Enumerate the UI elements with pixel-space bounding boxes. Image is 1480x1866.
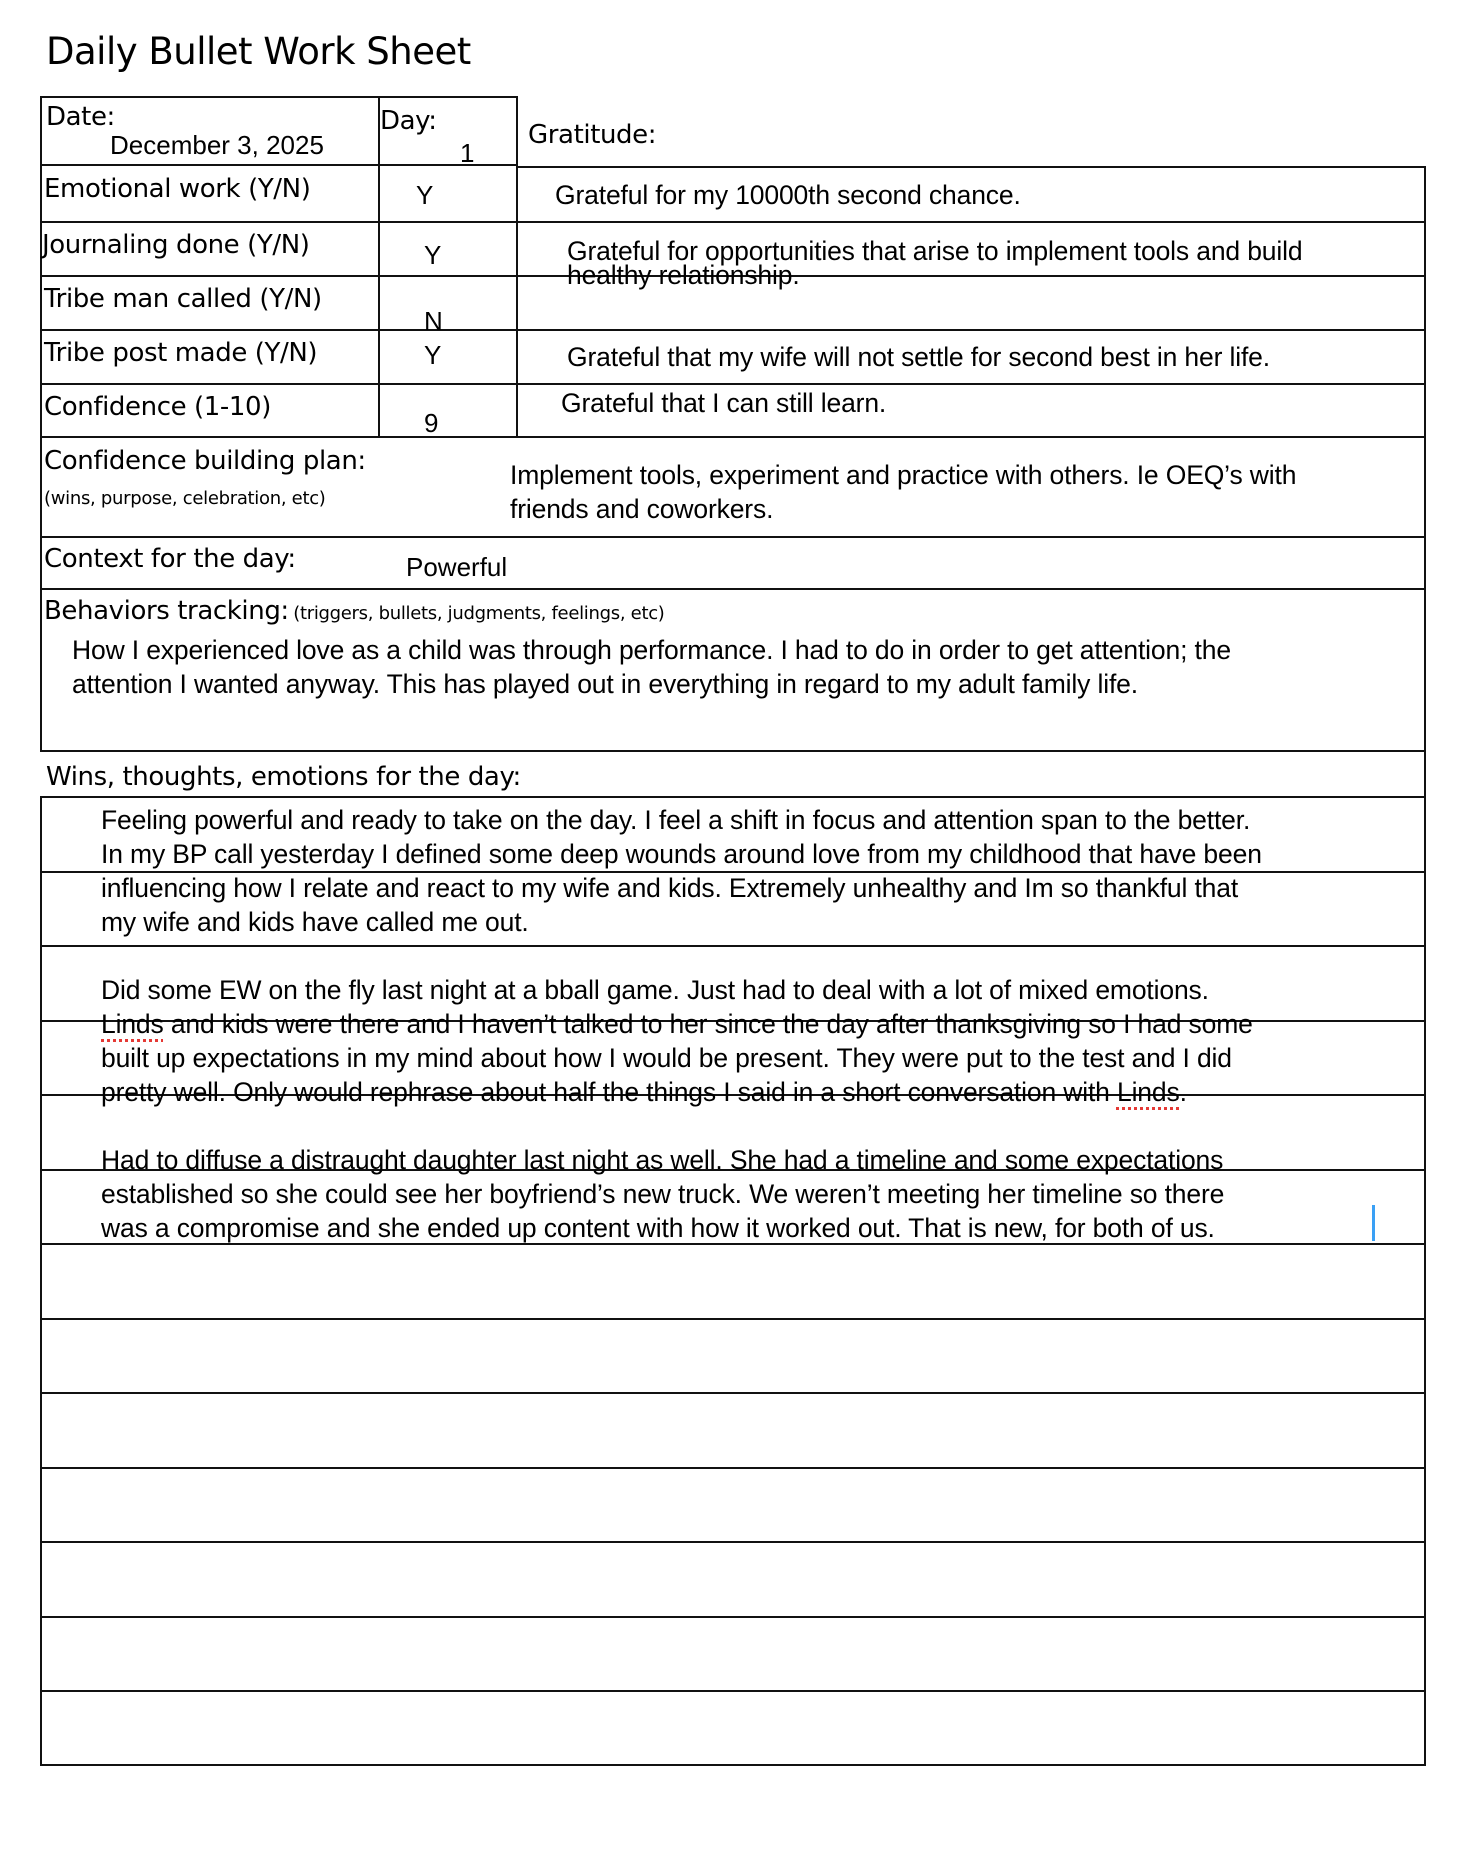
confidence-plan-line2: friends and coworkers. [510, 494, 774, 524]
wins-p2-line4-end: . [1179, 1077, 1187, 1107]
confidence-label: Confidence (1-10) [44, 392, 271, 422]
gratitude-item-4[interactable]: Grateful that I can still learn. [561, 388, 887, 418]
wins-p1-line1: Feeling powerful and ready to take on the day. I feel a shift in focus and attention span to the better. [101, 805, 1251, 835]
wins-label: Wins, thoughts, emotions for the day: [46, 762, 521, 792]
tribe-post-made-label: Tribe post made (Y/N) [44, 338, 318, 368]
wins-p2-line2 [101, 1007, 1262, 1041]
gratitude-item-2-line2: healthy relationship. [567, 260, 800, 290]
context-label: Context for the day: [44, 544, 296, 574]
text-cursor [1372, 1205, 1375, 1241]
wins-p1-line4: my wife and kids have called me out. [101, 907, 529, 937]
date-field[interactable]: December 3, 2025 [110, 130, 324, 160]
behaviors-field[interactable] [72, 633, 1231, 701]
wins-p1-line3: influencing how I relate and react to my wife and kids. Extremely unhealthy and Im so thankful that [101, 873, 1239, 903]
journaling-done-label: Journaling done (Y/N) [42, 230, 310, 260]
gratitude-item-2[interactable] [567, 237, 1302, 289]
journaling-done-field[interactable]: Y [424, 240, 442, 270]
spellcheck-word[interactable]: Linds [1116, 1077, 1180, 1107]
emotional-work-label: Emotional work (Y/N) [44, 174, 311, 204]
behaviors-line1: How I experienced love as a child was through performance. I had to do in order to get attention; the [72, 635, 1231, 665]
wins-paragraph-1 [101, 803, 1262, 939]
page-title: Daily Bullet Work Sheet [46, 30, 471, 73]
emotional-work-field[interactable]: Y [416, 180, 434, 210]
wins-p2-line2-rest: and kids were there and I haven’t talked to her since the day after thanksgiving so I had some [163, 1009, 1253, 1039]
day-field[interactable]: 1 [460, 138, 475, 168]
gratitude-item-1[interactable]: Grateful for my 10000th second chance. [555, 180, 1021, 210]
wins-p1-line2: In my BP call yesterday I defined some deep wounds around love from my childhood that have been [101, 839, 1262, 869]
gratitude-label: Gratitude: [528, 120, 657, 150]
confidence-plan-field[interactable] [510, 458, 1296, 526]
wins-paragraph-2 [101, 973, 1262, 1109]
wins-p3-line3: was a compromise and she ended up content with how it worked out. That is new, for both of us. [101, 1213, 1215, 1243]
confidence-plan-line1: Implement tools, experiment and practice with others. Ie OEQ’s with [510, 460, 1297, 490]
date-label: Date: [46, 102, 115, 132]
behaviors-hint: (triggers, bullets, judgments, feelings, etc) [293, 603, 665, 624]
day-label: Day: [380, 106, 437, 136]
wins-text-field[interactable] [101, 803, 1262, 1245]
confidence-plan-hint: (wins, purpose, celebration, etc) [44, 488, 326, 509]
confidence-field[interactable]: 9 [424, 408, 439, 438]
context-field[interactable]: Powerful [406, 552, 508, 582]
wins-p2-line4 [101, 1075, 1262, 1109]
behaviors-label: Behaviors tracking: [44, 596, 289, 626]
wins-p3-line2: established so she could see her boyfriend’s new truck. We weren’t meeting her timeline so there [101, 1179, 1225, 1209]
tribe-man-called-label: Tribe man called (Y/N) [44, 284, 322, 314]
wins-p2-line3: built up expectations in my mind about how I would be present. They were put to the test and I did [101, 1043, 1232, 1073]
wins-p3-line1: Had to diffuse a distraught daughter last night as well. She had a timeline and some expectations [101, 1145, 1224, 1175]
wins-paragraph-3 [101, 1143, 1262, 1245]
gratitude-item-3[interactable]: Grateful that my wife will not settle for second best in her life. [567, 342, 1270, 372]
behaviors-line2: attention I wanted anyway. This has played out in everything in regard to my adult family life. [72, 669, 1138, 699]
wins-p2-line1: Did some EW on the fly last night at a bball game. Just had to deal with a lot of mixed emotions. [101, 975, 1209, 1005]
wins-p2-line4-start: pretty well. Only would rephrase about half the things I said in a short conversation with [101, 1077, 1117, 1107]
tribe-man-called-field[interactable]: N [424, 306, 443, 336]
spellcheck-word[interactable]: Linds [101, 1009, 164, 1039]
behaviors-heading [44, 596, 665, 626]
tribe-post-made-field[interactable]: Y [424, 340, 442, 370]
gratitude-item-2-line1: Grateful for opportunities that arise to implement tools and build [567, 236, 1303, 266]
confidence-plan-label: Confidence building plan: [44, 446, 366, 476]
